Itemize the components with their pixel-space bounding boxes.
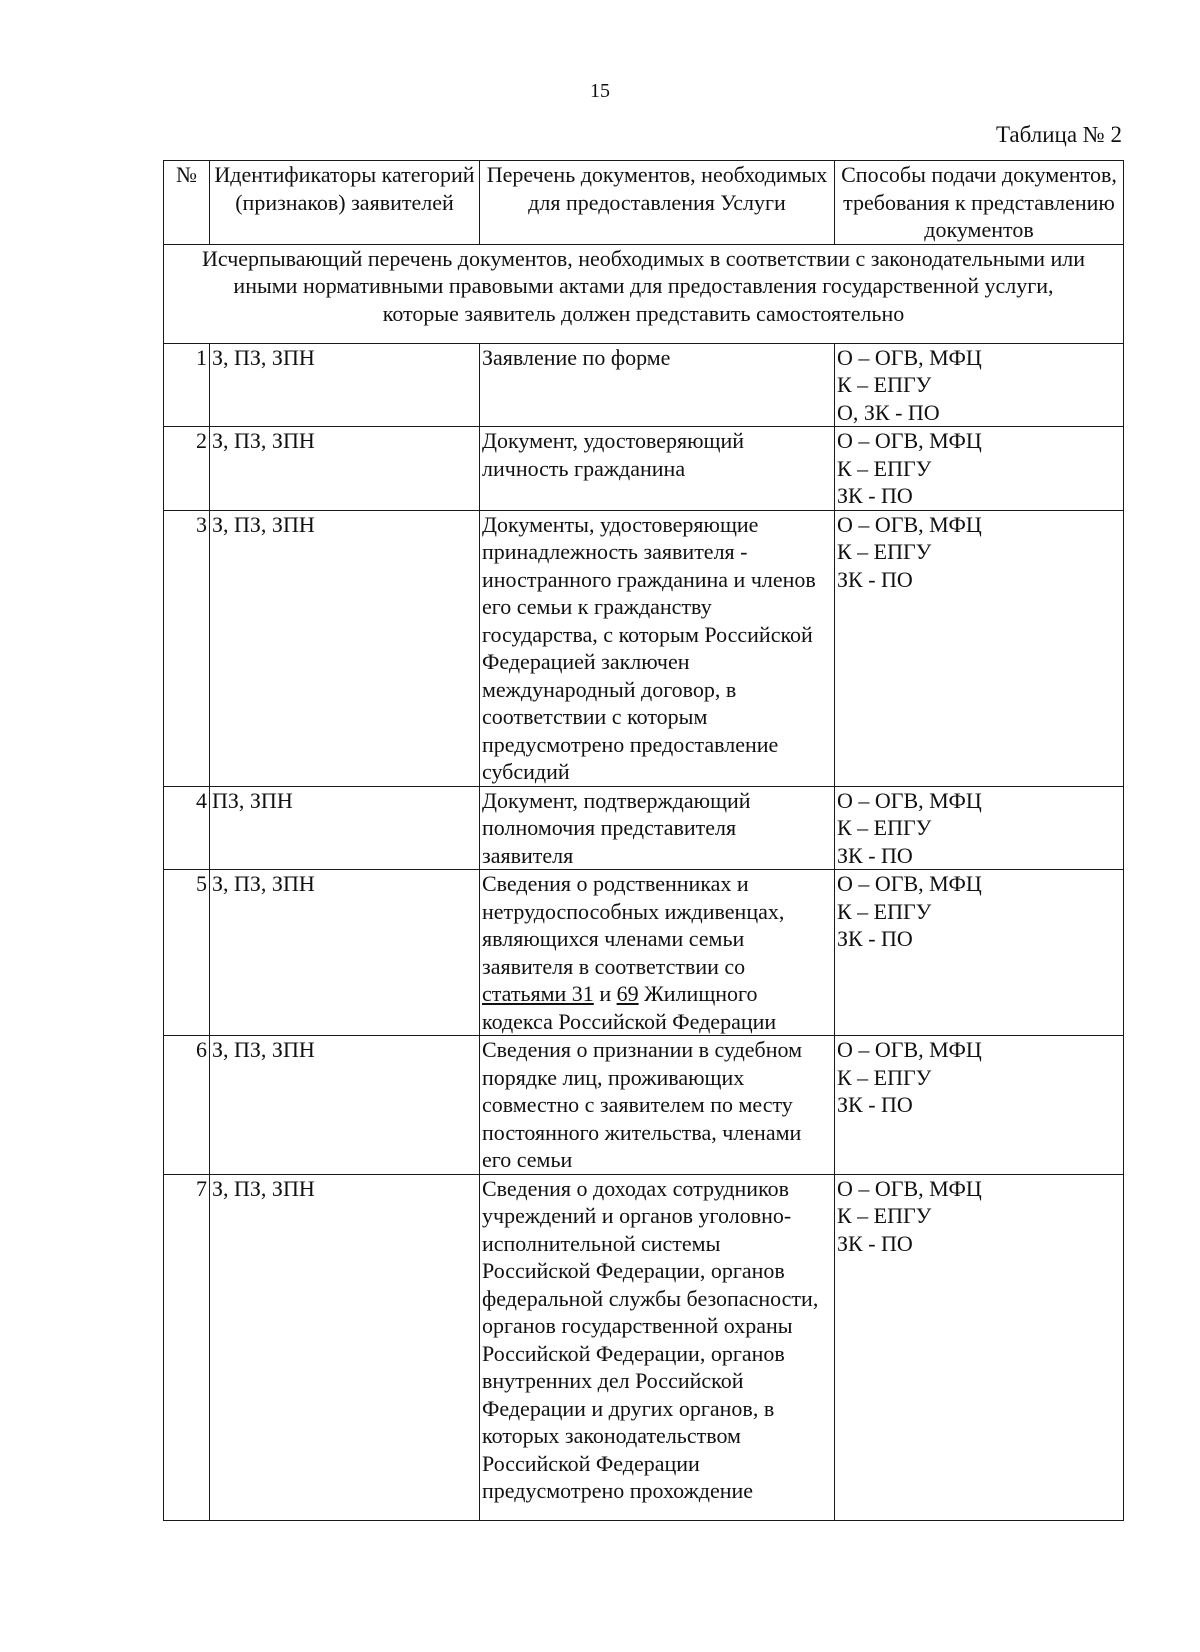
header-submission-methods: Способы подачи документов, требования к представлению документов (835, 161, 1124, 245)
method-line: К – ЕПГУ (837, 539, 932, 564)
method-line: К – ЕПГУ (837, 455, 932, 481)
method-line: О, ЗК - ПО (837, 399, 940, 425)
row-applicant-ids: ПЗ, ЗПН (210, 786, 480, 870)
row-applicant-ids: З, ПЗ, ЗПН (210, 510, 480, 786)
row-methods (835, 510, 1124, 786)
table-header-row (164, 161, 1124, 245)
method-line: К – ЕПГУ (837, 898, 932, 924)
row-methods (835, 1036, 1124, 1175)
table-row (164, 427, 1124, 511)
row-applicant-ids: З, ПЗ, ЗПН (210, 1174, 480, 1520)
method-line: ЗК - ПО (837, 1092, 913, 1117)
row-applicant-ids: З, ПЗ, ЗПН (210, 870, 480, 1036)
row-applicant-ids: З, ПЗ, ЗПН (210, 427, 480, 511)
row-methods (835, 427, 1124, 511)
row-document: Сведения о признании в судебном порядке лиц, проживающих совместно с заявителем по месту постоянного жительства, членами его семьи (480, 1036, 835, 1175)
documents-table (163, 160, 1124, 1521)
method-line: ЗК - ПО (837, 566, 913, 592)
method-line: К – ЕПГУ (837, 1203, 932, 1228)
header-number: № (164, 161, 210, 245)
section-title-line: Исчерпывающий перечень документов, необходимых в соответствии с законодательными или (202, 245, 1085, 271)
row-applicant-ids: З, ПЗ, ЗПН (210, 1036, 480, 1175)
row-document: Документ, подтверждающий полномочия представителя заявителя (480, 786, 835, 870)
method-line: О – ОГВ, МФЦ (837, 787, 982, 813)
row-number: 3 (164, 510, 210, 786)
method-line: ЗК - ПО (837, 926, 913, 951)
table-row (164, 1174, 1124, 1520)
row-number: 7 (164, 1174, 210, 1520)
row-document (480, 870, 835, 1036)
row-document: Заявление по форме (480, 343, 835, 427)
row-methods (835, 786, 1124, 870)
method-line: О – ОГВ, МФЦ (837, 428, 982, 453)
page-number: 15 (590, 80, 610, 102)
document-text: и (593, 981, 617, 1006)
document-text: Жилищного кодекса Российской Федерации (482, 981, 777, 1034)
method-line: О – ОГВ, МФЦ (837, 871, 982, 896)
method-line: ЗК - ПО (837, 483, 913, 508)
row-number: 5 (164, 870, 210, 1036)
table-row (164, 786, 1124, 870)
method-line: К – ЕПГУ (837, 815, 932, 840)
law-article-31-link[interactable]: статьями 31 (482, 981, 594, 1006)
row-number: 6 (164, 1036, 210, 1175)
row-number: 4 (164, 786, 210, 870)
row-document: Документы, удостоверяющие принадлежность заявителя - иностранного гражданина и членов его семьи к гражданству государства, с которым Российской Федерацией заключен международный договор, в соответствии с которым предусмотрено предоставление субсидий (480, 510, 835, 786)
section-title (164, 244, 1124, 343)
method-line: ЗК - ПО (837, 842, 913, 868)
method-line: ЗК - ПО (837, 1230, 913, 1256)
section-title-line: которые заявитель должен представить самостоятельно (382, 300, 905, 326)
method-line: О – ОГВ, МФЦ (837, 344, 982, 370)
row-applicant-ids: З, ПЗ, ЗПН (210, 343, 480, 427)
header-document-list: Перечень документов, необходимых для предоставления Услуги (480, 161, 835, 245)
row-methods (835, 1174, 1124, 1520)
header-applicant-ids: Идентификаторы категорий (признаков) заявителей (210, 161, 480, 245)
table-caption: Таблица № 2 (995, 122, 1122, 147)
row-document: Документ, удостоверяющий личность гражданина (480, 427, 835, 511)
section-title-line: иными нормативными правовыми актами для предоставления государственной услуги, (233, 273, 1054, 298)
table-row (164, 343, 1124, 427)
row-methods (835, 870, 1124, 1036)
method-line: К – ЕПГУ (837, 1064, 932, 1090)
method-line: К – ЕПГУ (837, 372, 932, 397)
row-methods (835, 343, 1124, 427)
document-text: Сведения о родственниках и нетрудоспособных иждивенцах, являющихся членами семьи заявителя в соответствии со (482, 871, 785, 979)
table-row (164, 510, 1124, 786)
row-number: 1 (164, 343, 210, 427)
table-row (164, 1036, 1124, 1175)
row-document: Сведения о доходах сотрудников учреждений и органов уголовно-исполнительной системы Российской Федерации, органов федеральной службы безопасности, органов государственной охраны Российской Федерации, органов внутренних дел Российской Федерации и других органов, в которых законодательством Российской Федерации предусмотрено прохождение (480, 1174, 835, 1520)
section-row (164, 244, 1124, 343)
method-line: О – ОГВ, МФЦ (837, 1175, 982, 1201)
table-row (164, 870, 1124, 1036)
law-article-69-link[interactable]: 69 (616, 981, 639, 1006)
row-number: 2 (164, 427, 210, 511)
method-line: О – ОГВ, МФЦ (837, 1037, 982, 1062)
method-line: О – ОГВ, МФЦ (837, 511, 982, 537)
